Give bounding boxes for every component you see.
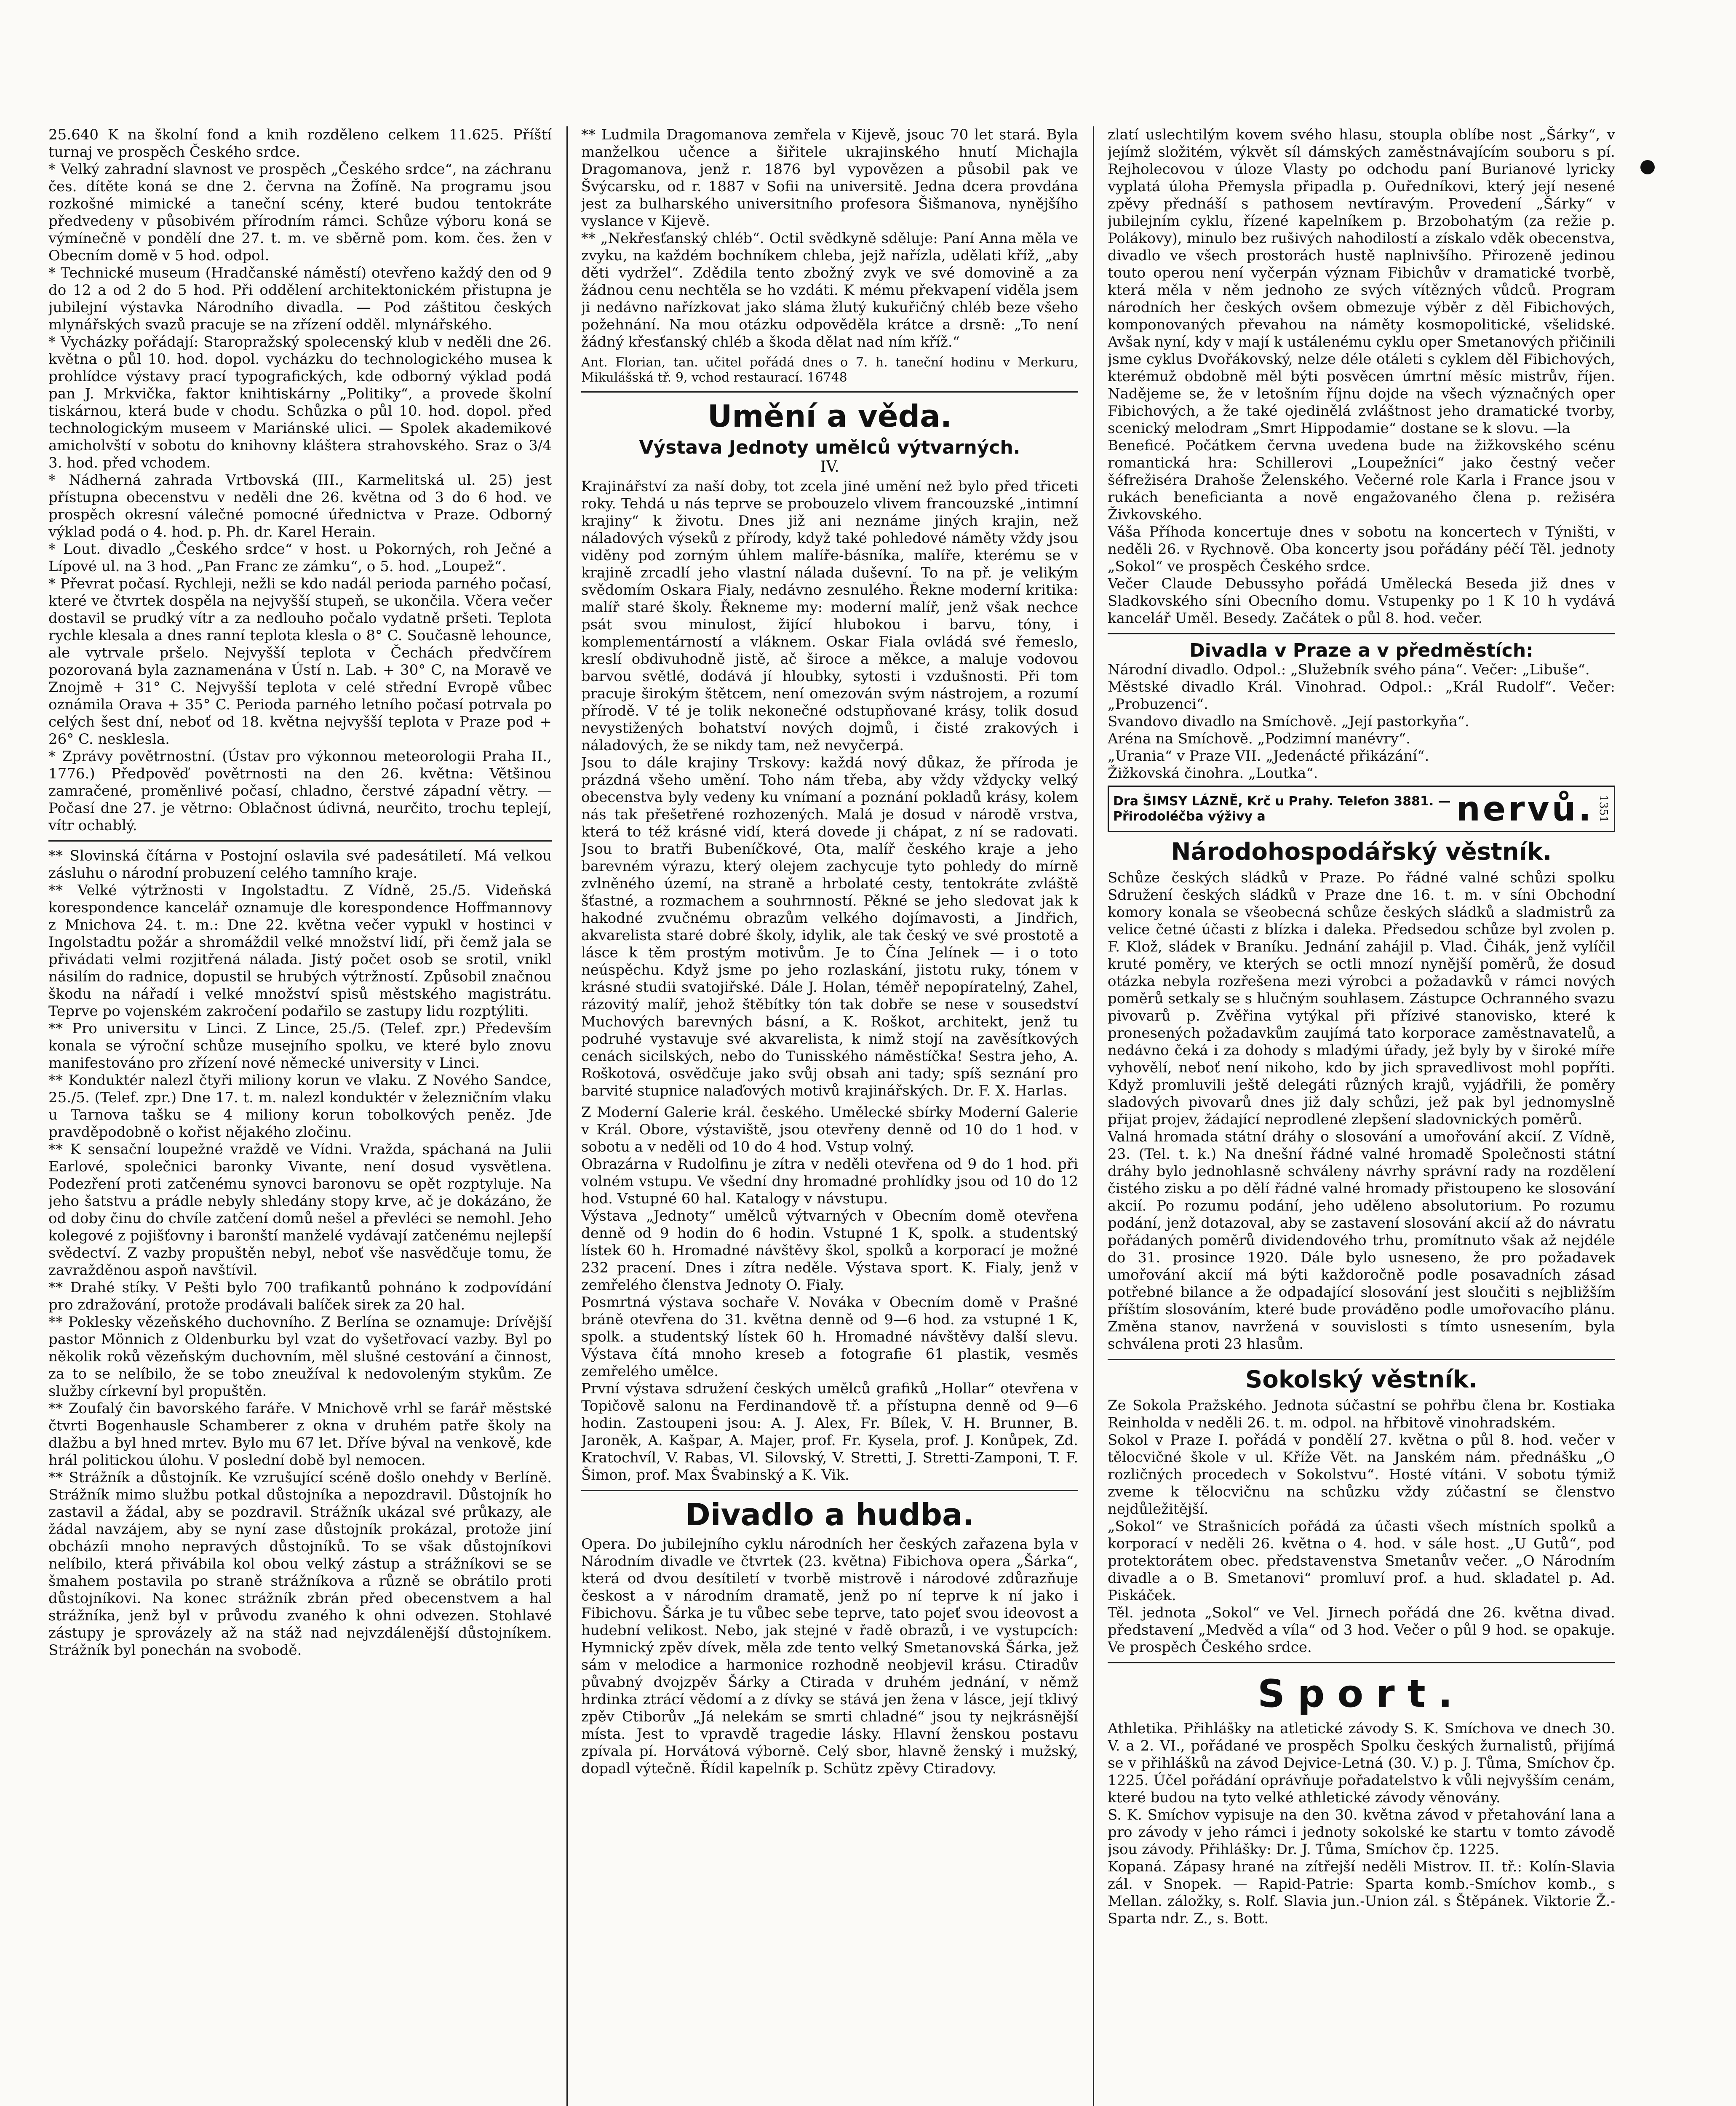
column-2 bbox=[581, 126, 1078, 1777]
section-title-arts: Umění a věda. bbox=[707, 398, 952, 434]
section-title-theatre: Divadlo a hudba. bbox=[685, 1497, 974, 1532]
divider bbox=[48, 840, 552, 842]
sport-text: Athletika. Přihlášky na atletické závody S. K. Smíchova ve dnech 30. V. a 2. VI., pořádané ve prospěch Spolku českých žurnalistů, přijímá se v přihlášků na závod Dejvice-Letná (30. V.) p. J. Tůma, Smíchov čp. 1225. Účel pořádání oprávňuje pořadatelstvo k vůli nejvyšším cenám, které budou na tyto velké athletické závody věnovány. S. K. Smíchov vypisuje na den 30. května závod v přetahování lana a pro závody v jeho rámci i jednoty sokolské ke startu v tomto závodě jsou závody. Přihlášky: Dr. J. Tůma, Smíchov čp. 1225. Kopaná. Zápasy hrané na zítřejší neděli Mistrov. II. tř.: Kolín-Slavia zál. v Snopek. — Rapid-Patrie: Sparta komb.-Smíchov komb., s Mellan. záložky, s. Rolf. Slavia jun.-Union zál. s Štěpánek. Viktorie Ž.-Sparta ndr. Z., s. Bott. bbox=[1108, 1720, 1615, 1927]
column-rule-right bbox=[1093, 126, 1094, 2106]
divider bbox=[1108, 1359, 1615, 1360]
arts-article-title: Výstava Jednoty umělců výtvarných. bbox=[639, 437, 1020, 458]
arts-article-text: Krajinářství za naší doby, tot zcela jiné umění než bylo před třiceti roky. Tehdá u nás teprve se probouzelo vlivem francouzské „intimní krajiny“ k životu. Dnes již ani neznáme jiných krajin, než náladových výseků z přírody, když také pohledové náměty vždy jsou viděny pod zorným úhlem malíře-básníka, malíře, kterému se v krajině zrcadlí jeho vlastní nálada duševní. To na př. je velikým svědomím Oskara Fialy, nedávno zesnulého. Řekne moderní kritika: malíř staré školy. Řekneme my: moderní malíř, jenž však nechce psát svou minulost, žijící hlubokou i barvu, tóny, i komplementárností a vláknem. Oskar Fiala ovládá své řemeslo, kreslí obdivuhodně jistě, ač široce a měkce, a maluje vodovou barvou světlé, dodává jí hloubky, sytosti i vzdušnosti. Při tom pracuje širokým štětcem, není omezován svým nástrojem, a rozumí přírodě. V té je tolik nekonečné odstupňované krásy, tolik dosud nevystižených bohatství nových dojmů, i čisté zrakových i náladových, že se nikdy tam, než nevyčerpá. Jsou to dále krajiny Trskovy: každá nový důkaz, že příroda je prázdná všeho umění. Toho nám třeba, aby vždy vždycky velký obecenstva byly vedeny ku vnímaní a poznání pokladů krásy, kolem nás tak přešetřené rozhozených. Malá je dosud v národě vrstva, která to též krásné vidí, která dovede ji chápat, z ní se radovati. Jsou to bratři Bubeníčkové, Ota, malíř českého kraje a jeho barevném výrazu, který olejem zachycuje tyto pohledy do mírně zvlněného území, na straně a hrbolaté cesty, tentokráte zvláště šťastné, a rozmachem a souhrnností. Pěkné se jeho sledovat jak k hakodné zvučnému obrazům velkého dojímavosti, a Jindřich, akvarelista staré dobré školy, idylik, ale tak český ve své prostotě a lásce k těm prostým motivům. Je to Čína Jelínek — i o toto neúspěchu. Když jsme po jeho rozlaskání, jistotu ruky, tónem v krásné studii svatojiřské. Dále J. Holan, téměř nepopíratelný, Zahel, rázovitý malíř, jehož štěbítky tón tak dobře se nese v sousedství Muchových barevných básní, a K. Roškot, architekt, jenž tu podruhé vystavuje své akvarelista, k nimž stojí na zavěsítkových cenách sicilských, nebo do Tunisského náměstíčka! Sestra jeho, A. Roškotová, osvědčuje jako svůj obsah ani tady; spíš seznání pro barvité stupnice nalaďových motivů krajinářských. Dr. F. X. Harlas. bbox=[581, 478, 1078, 1099]
spa-ad-headline: nervů. bbox=[1456, 789, 1594, 829]
column-rule-left bbox=[566, 126, 568, 2106]
economy-text: Schůze českých sládků v Praze. Po řádné valné schůzi spolku Sdružení českých sládků v Praze dne 16. t. m. v síni Obchodní komory konala se všeobecná schůze českých sládků a sladmistrů za velice četné účasti z blízka i daleka. Předsedou schůze byl zvolen p. F. Klož, sládek v Braníku. Jednání zahájil p. Vlad. Čihák, jenž vylíčil kruté poměry, ve kterých se octli mnozí nynější poměrů, že dosud otázka nebyla rozřešena mezi výrobci a požadavků v rámci nových poměrů setkaly se s hlučným souhlasem. Zástupce Ochranného svazu pivovarů p. Zvěřina vytýkal při přízivé stanovisko, které k pronesených požadavkům zaujímá tato korporace zaměstnavatelů, a nedávno čeká i za dohody s mladými úřady, jež byly by v široké míře vyhovělí, neboť není nikoho, kdo by jich spravedlivost mohl popříti. Když promluvili ještě delegáti různých krajů, vyjádřili, že poměry sladových pivovarů dnes již daly schůzi, jež pak byl jednomyslně přijat projev, žádající neprodlené zlepšení sladovnických poměrů. Valná hromada státní dráhy o slosování a umořování akcií. Z Vídně, 23. (Tel. t. k.) Na dnešní řádné valné hromadě Společnosti státní dráhy bylo jednohlasně schváleny návrhy správní rady na rozdělení čistého zisku a po dělí řádné valné hromady přistoupeno ke slosování akcií. Po rozumu podání, jeho uděleno absolutorium. Po rozumu podání, jenž dotazoval, aby se zastavení slosování akcií až do návratu pořádaných poměrů dividendového trhu, promítnuto však až nejdéle do 31. prosince 1920. Dále bylo usneseno, že pro požadavek umořování akcií má býti každoročně podle posavadních zásad potřebné bilance a že odpadající slosování jest sloučiti s nejbližším příštím slosováním, které bude prováděno podle umořovacího plánu. Změna stanov, navržená v souvislosti s tímto usnesením, byla schválena proti 23 hlasům. bbox=[1108, 869, 1615, 1352]
gallery-notices: Z Moderní Galerie král. českého. Umělecké sbírky Moderní Galerie v Král. Obore, výstaviště, jsou otevřeny denně od 10 do 1 hod. v sobotu a v neděli od 10 do 4 hod. Vstup volný. Obrazárna v Rudolfinu je zítra v neděli otevřena od 9 do 1 hod. při volném vstupu. Ve všední dny hromadné prohlídky jsou od 10 do 12 hod. Vstupné 60 hal. Katalogy v návstupu. Výstava „Jednoty“ umělců výtvarných v Obecním domě otevřena denně od 9 hodin do 6 hodin. Vstupné 1 K, spolk. a studentský lístek 60 h. Hromadné návštěvy škol, spolků a korporací je možné 232 pracení. Dnes i zítra neděle. Výstava sport. K. Fialy, jenž v zemřelého členstva Jednoty O. Fialy. Posmrtná výstava sochaře V. Nováka v Obecním domě v Prašné bráně otevřena do 31. května denně od 9—6 hod. za vstupné 1 K, spolk. a studentský lístek 60 h. Hromadné návštěvy další slevu. Výstava čítá mnoho kreseb a fotografie 61 plastik, vesměs zemřelého umělce. První výstava sdružení českých umělců grafiků „Hollar“ otevřena v Topičově salonu na Ferdinandově tř. a přístupna denně od 9—6 hodin. Zastoupeni jsou: A. J. Alex, Fr. Bílek, V. H. Brunner, B. Jaroněk, A. Kašpar, A. Majer, prof. Fr. Kysela, prof. J. Konůpek, Zd. Kratochvíl, V. Rabas, Vl. Silovský, V. Stretti, J. Stretti-Zamponi, T. F. Šimon, prof. Max Švabinský a K. Vik. bbox=[581, 1104, 1078, 1483]
news-items-top: ** Ludmila Dragomanova zemřela v Kijevě, jsouc 70 let stará. Byla manželkou učence a šiřitele ukrajinského hnutí Michajla Dragomanova, jenž r. 1876 byl vypovězen a působil pak ve Švýcarsku, od r. 1887 v Sofii na universitě. Jedna dcera provdána jest za bulharského universitního profesora Šišmanova, nynějšího vyslance v Kijevě. ** „Nekřesťanský chléb“. Octil svědkyně sděluje: Paní Anna měla ve zvyku, na každém bochníkem chleba, jejž nařízla, udělati kříž, „aby děti vydržel“. Zdědila tento zbožný zvyk ve své domovině a za žádnou cenu nechtěla se ho vzdáti. K mému překvapení viděla jsem ji nedávno nařízkovat jako sláma žlutý kukuřičný chléb beze všeho požehnání. Na mou otázku odpověděla krátce a drsně: „To není žádný křesťanský chléb a škoda dělat nad ním kříž.“ bbox=[581, 126, 1078, 350]
section-title-sokol: Sokolský věstník. bbox=[1245, 1366, 1477, 1393]
spa-ad-text: Dra ŠIMSY LÁZNĚ, Krč u Prahy. Telefon 3881. — Přirodoléčba výživy a bbox=[1113, 794, 1451, 824]
sokol-text: Ze Sokola Pražského. Jednota súčastní se pohřbu člena br. Kostiaka Reinholda v neděli 26. t. m. odpol. na hřbitově vinohradském. Sokol v Praze I. pořádá v pondělí 27. května o půl 8. hod. večer v tělocvičné škole v ul. Kříže Vět. na Janském nám. přednášku „O rozličných procedech v Sokolstvu“. Hosté vítáni. V sobotu týmiž zveme k tělocvičnu na schůzku vždy zúčastní se členstvo nejdůležitější. „Sokol“ ve Strašnicích pořádá za účasti všech místních spolků a korporací v neděli 26. května o 4. hod. v sále host. „U Gutů“, pod protektorátem obec. představenstva Smetanův večer. „O Národním divadle a o B. Smetanovi“ promluví prof. a hud. skladatel p. Ad. Piskáček. Těl. jednota „Sokol“ ve Vel. Jirnech pořádá dne 26. května divad. představení „Medvěd a víla“ od 3 hod. Večer o půl 9 hod. se opakuje. Ve prospěch Českého srdce. bbox=[1108, 1397, 1615, 1656]
dance-lesson-ad: Ant. Florian, tan. učitel pořádá dnes o 7. h. taneční hodinu v Merkuru, Mikulášská tř. 9, vchod restaurací. 16748 bbox=[581, 355, 1078, 385]
column-3 bbox=[1108, 126, 1615, 1927]
news-items-top: 25.640 K na školní fond a knih rozděleno celkem 11.625. Příští turnaj ve prospěch Českého srdce. * Velký zahradní slavnost ve prospěch „Českého srdce“, na záchranu čes. dítěte koná se dne 2. června na Žofíně. Na programu jsou rozkošné mimické a taneční scény, které budou tentokráte předvedeny v působivém přírodním rámci. Schůze výboru koná se výmínečně v pondělí dne 27. t. m. ve sběrně pom. kom. čes. žen v Obecním domě v 5 hod. odpol. * Technické museum (Hradčanské náměstí) otevřeno každý den od 9 do 12 a od 2 do 5 hod. Při oddělení architektonickém přistupna je jubilejní výstavka Národního divadla. — Pod záštitou českých mlynářských svazů pracuje se na zřízení odděl. mlynářského. * Vycházky pořádají: Staropražský spolecenský klub v neděli dne 26. května o půl 10. hod. dopol. vycházku do technologického musea k prohlídce výstavy prací typografických, kde odborný výklad podá pan J. Mrkvička, faktor knihtiskárny „Politiky“, a provede školní tiskárnou, která bude v chodu. Schůzka o půl 10. hod. dopol. před technologickým museem v Mariánské ulici. — Spolek akademikové amicholvští v sobotu do knihovny kláštera strahovského. Sraz o 3/4 3. hod. před vchodem. * Nádherná zahrada Vrtbovská (III., Karmelitská ul. 25) jest přístupna obecenstvu v neděli dne 26. května od 3 do 6 hod. ve prospěch okresní válečné pomocné úřednictva v Praze. Odborný výklad podá o 4. hod. p. Ph. dr. Karel Herain. * Lout. divadlo „Českého srdce“ v host. u Pokorných, roh Ječné a Lípové ul. na 3 hod. „Pan Franc ze zámku“, o 5. hod. „Loupež“. * Převrat počasí. Rychleji, nežli se kdo nadál perioda parného počasí, které ve čtvrtek dospěla na nejvyšší stupeň, se ukončila. Včera večer dostavil se prudký vítr a za nedlouho počalo vydatně pršeti. Teplota rychle klesala a dnes ranní teplota klesla o 8° C. Současně lehounce, ale vytrvale pršelo. Nejvyšší teplota v Čechách předvčírem pozorovaná byla zaznamenána v Ústí n. Lab. + 30° C, na Moravě ve Znojmě + 31° C. Nejvyšší teplota v celé střední Evropě vůbec oznámila Orava + 35° C. Perioda parného letního počasí potrvala po celých šest dní, neboť od 18. května nejvyšší teplota v Praze pod + 26° C. nesklesla. * Zprávy povětrnostní. (Ústav pro výkonnou meteorologii Praha II., 1776.) Předpověď povětrnosti na den 26. května: Většinou zamračené, proměnlivé počasí, chladno, čerstvé západní větry. — Počasí dne 27. je větrno: Oblačnost údivná, neurčito, trochu teplejí, vítr ochablý. bbox=[48, 126, 552, 834]
divider bbox=[1108, 1662, 1615, 1663]
arts-article-number: IV. bbox=[820, 458, 839, 476]
section-title-economy: Národohospodářský věstník. bbox=[1171, 838, 1552, 866]
section-title-sport: Sport. bbox=[1258, 1672, 1465, 1716]
divider bbox=[581, 1490, 1078, 1491]
spa-ad-number: 1351 bbox=[1597, 795, 1610, 823]
news-items-bottom: ** Slovinská čítárna v Postojní oslavila své padesátiletí. Má velkou zásluhu o národní probuzení celého tamního kraje. ** Velké výtržnosti v Ingolstadtu. Z Vídně, 25./5. Videňská korespondence kancelář oznamuje dle korespondence Hoffmannovy z Mnichova 24. t. m.: Dne 22. května večer vypukl v hostinci v Ingolstadtu požár a shromáždil velké množství lidí, při čemž jala se přivádati velmi rozjitřená nálada. Jistý počet osob se srotil, vnikl násilím do radnice, dopustil se hrubých výtržností. Způsobil značnou škodu na nářadí i velké množství spisů městského magistrátu. Teprve po vojenském zakročení podařilo se zastupy lidu rozptýliti. ** Pro universitu v Linci. Z Lince, 25./5. (Telef. zpr.) Především konala se výroční schůze musejního spolku, ve které bylo znovu manifestováno pro zřízení nové německé university v Linci. ** Konduktér nalezl čtyři miliony korun ve vlaku. Z Nového Sandce, 25./5. (Telef. zpr.) Dne 17. t. m. nalezl konduktér v železničním vlaku u Tarnova tašku se 4 miliony korun tobolkových peněz. Jde pravděpodobně o kořist nějakého zločinu. ** K sensační loupežné vraždě ve Vídni. Vražda, spáchaná na Julii Earlové, společnici baronky Vivante, není dosud vysvětlena. Podezření proti zatčenému synovci baronovu se opět rozptyluje. Na jeho šatstvu a prádle nebyly shledány stopy krve, ač je dokázáno, že od doby činu do chvíle zatčení domů nešel a převléci se nemohl. Jeho kolegové z pojišťovny i baronští manželé vydávají zatčenému nejlepší svědectví. Z vazby propuštěn nebyl, neboť vše nasvědčuje tomu, že zavražděnou aspoň navštívil. ** Drahé stíky. V Pešti bylo 700 trafikantů pohnáno k zodpovídání pro zdražování, protože prodávali balíček sirek za 20 hal. ** Poklesky vězeňského duchovního. Z Berlína se oznamuje: Drívější pastor Mönnich z Oldenburku byl vzat do vyšetřovací vazby. Byl po několik roků vězeňským duchovním, měl slušné cestování a činnost, za to se nelíbilo, že se tobo zneužíval k nedovoleným stykům. Ze služby církevní byl propuštěn. ** Zoufalý čin bavorského faráře. V Mnichově vrhl se farář městské čtvrti Bogenhausle Schamberer z okna v druhém patře školy na dlažbu a byl hned mrtev. Bylo mu 67 let. Dříve býval na venkově, kde hrál politickou úlohu. V poslední době byl nemocen. ** Strážník a důstojník. Ke vzrušující scéně došlo onehdy v Berlíně. Strážník mimo službu potkal důstojníka a nepozdravil. Důstojník ho zastavil a žádal, aby se pozdravil. Strážník ukázal své průkazy, ale žádal navzájem, aby se nyní zase důstojník prokázal, protože jiní obcházíi mnoho nepravých důstojníků. To se však důstojníkovi nelíbilo, která přivábila kol obou velký zástup a strážníkovi se se šmahem postavila po straně strážníkova a různě se obrátilo proti důstojníkovi. Na konec strážník zbrán před obecenstvem a hal strážníka, jenž byl v průvodu zvaného k ohni odvezen. Stohlavé zástupy je sprovázely až na stáž nad nejvzdálenější důstojníkem. Strážník byl ponechán na svobodě. bbox=[48, 847, 552, 1659]
programme-title: Divadla v Praze a v předměstích: bbox=[1189, 640, 1533, 661]
divider bbox=[1108, 633, 1615, 634]
opera-review-text: Opera. Do jubilejního cyklu národních her českých zařazena byla v Národním divadle ve čtvrtek (23. května) Fibichova opera „Šárka“, která od dvou desítiletí v tvorbě mistrově i národové zdůrazňuje českost a v národním dramatě, jenž po ní teprve k ní jako i Fibichovu. Šárka je tu vůbec sebe teprve, tato pojeť svou ideovost a hudební velikost. Nebo, jak stejné v řadě obrazů, i ve vystupcích: Hymnický zpěv dívek, měla zde tento velký Smetanovská Šárka, jež sám v melodice a harmonice rozhodně neobjevil krásu. Ctiradův půvabný dvojzpěv Šárky a Ctirada v druhém jednání, v němž hrdinka ztrácí vědomí a z dívky se stává jen žena v lásce, její tklivý zpěv Ctiborův „Já nelekám se smrti chladné“ jsou ty nejkrásnější místa. Jest to vpravdě tragedie lásky. Hlavní ženskou postavu zpívala pí. Horvátová výborně. Celý sbor, hlavně ženský i mužský, dopadl výtečně. Řídil kapelník p. Schütz zpěvy Ctiradovy. bbox=[581, 1536, 1078, 1777]
ink-dot bbox=[1640, 160, 1655, 174]
theatre-programme: Národní divadlo. Odpol.: „Služebník svého pána“. Večer: „Libuše“. Městské divadlo Král. Vinohrad. Odpol.: „Král Rudolf“. Večer: „Probuzenci“. Svandovo divadlo na Smíchově. „Její pastorkyňa“. Aréna na Smíchově. „Podzimní manévry“. „Urania“ v Praze VII. „Jedenácté přikázání“. Žižkovská činohra. „Loutka“. bbox=[1108, 661, 1615, 782]
spa-advertisement bbox=[1108, 786, 1615, 832]
divider bbox=[581, 391, 1078, 393]
column-1 bbox=[48, 126, 552, 1659]
theatre-notices: zlatí uslechtilým kovem svého hlasu, stoupla oblíbe nost „Šárky“, v jejímž složitém, výkvět síl dámských zaměstnávajícím souboru s pí. Rejholecovou v úloze Vlasty po odchodu paní Burianové lyricky vyplatá úloha Přemysla připadla p. Ouředníkovi, který její nesené zpěvy přednáší s pathosem nevtíravým. Provedení „Šárky“ v jubilejním cyklu, řízené kapelníkem p. Brzobohatým (za režie p. Polákovy), minulo bez rušivých nahodilostí a získalo vděk obecenstva, divadlo ve všech prostorách hustě naplnivšího. Přirozeně jedinou touto operou není vyčerpán význam Fibichův v dramatické tvorbě, která měla v něm jednoho ze svých vítězných vůdců. Program národních her českých ovšem obmezuje výběr z děl Fibichových, komponovaných převahou na náměty kosmopolitické, všelidské. Avšak nyní, kdy v mají k ustálenému cyklu oper Smetanových přičinili jsme cyklus Dvořákovský, nelze déle otáleti s cyklem děl Fibichových, kterémuž obdobně měl býti posvěcen úmrtní měsíc mistrův, říjen. Nadějeme se, že v letošním říjnu dojde na všech význačných oper Fibichových, a že také ojedinělá zvláštnost jeho dramatické tvorby, scenický melodram „Smrt Hippodamie“ dostane se k slovu. —la Beneficé. Počátkem června uvedena bude na žižkovského scénu romantická hra: Schillerovi „Loupežníci“ jako čestný večer šéfrežiséra Drahoše Želenského. Večerné role Karla i France jsou v rukách beneficianta a nově engažovaného člena p. režiséra Živkovského. Váša Příhoda koncertuje dnes v sobotu na koncertech v Týništi, v neděli 26. v Rychnově. Oba koncerty jsou pořádány péčí Těl. jednoty „Sokol“ ve prospěch Českého srdce. Večer Claude Debussyho pořádá Umělecká Beseda již dnes v Sladkovského síni Obecního domu. Vstupenky po 1 K 10 h vydává kancelář Uměl. Besedy. Začátek o půl 8. hod. večer. bbox=[1108, 126, 1615, 627]
